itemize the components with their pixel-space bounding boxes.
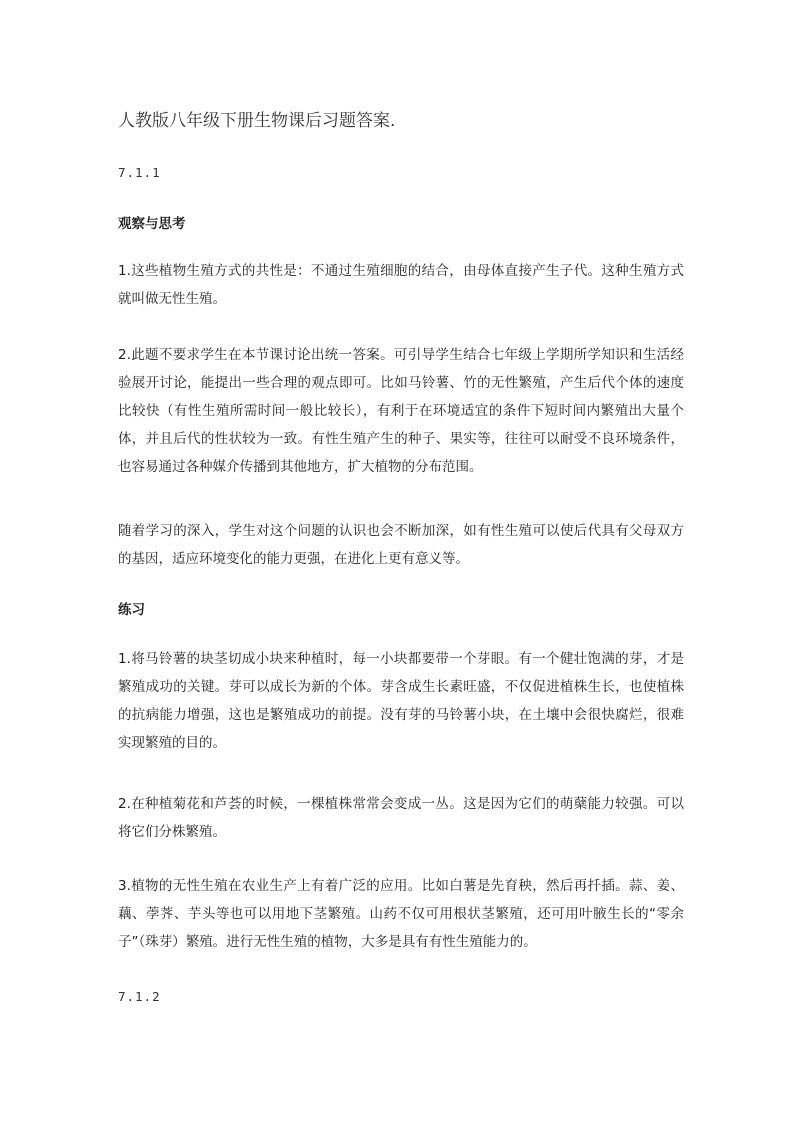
section-number-7-1-2: 7.1.2 [118, 989, 161, 1004]
exercise-paragraph-2: 2.在种植菊花和芦荟的时候，一棵植株常常会变成一丛。这是因为它们的萌蘖能力较强。可以将它们分株繁殖。 [118, 796, 684, 840]
exercise-paragraph-1: 1.将马铃薯的块茎切成小块来种植时，每一小块都要带一个芽眼。有一个健壮饱满的芽，才是繁殖成功的关键。芽可以成长为新的个体。芽含成生长素旺盛，不仅促进植株生长，也使植株的抗病能力增强，这也是繁殖成功的前提。没有芽的马铃薯小块，在土壤中会很快腐烂，很难实现繁殖的目的。 [118, 651, 684, 751]
observe-paragraph-1: 1.这些植物生殖方式的共性是：不通过生殖细胞的结合，由母体直接产生子代。这种生殖方式就叫做无性生殖。 [118, 263, 684, 307]
heading-exercise: 练习 [118, 602, 145, 618]
document-title: 人教版八年级下册生物课后习题答案. [118, 111, 396, 131]
observe-paragraph-3: 随着学习的深入，学生对这个问题的认识也会不断加深，如有性生殖可以使后代具有父母双方的基因，适应环境变化的能力更强，在进化上更有意义等。 [118, 523, 684, 567]
heading-observe-and-think: 观察与思考 [118, 216, 186, 232]
observe-paragraph-2: 2.此题不要求学生在本节课讨论出统一答案。可引导学生结合七年级上学期所学知识和生活经验展开讨论，能提出一些合理的观点即可。比如马铃薯、竹的无性繁殖，产生后代个体的速度比较快（有性生殖所需时间一般比较长），有利于在环境适宜的条件下短时间内繁殖出大量个体，并且后代的性状较为一致。有性生殖产生的种子、果实等，往往可以耐受不良环境条件，也容易通过各种媒介传播到其他地方，扩大植物的分布范围。 [118, 347, 684, 475]
section-number-7-1-1: 7.1.1 [118, 165, 161, 180]
exercise-paragraph-3: 3.植物的无性生殖在农业生产上有着广泛的应用。比如白薯是先育秧，然后再扦插。蒜、姜、藕、荸荠、芋头等也可以用地下茎繁殖。山药不仅可用根状茎繁殖，还可用叶腋生长的“零余子”（珠芽）繁殖。进行无性生殖的植物，大多是具有有性生殖能力的。 [118, 878, 684, 950]
